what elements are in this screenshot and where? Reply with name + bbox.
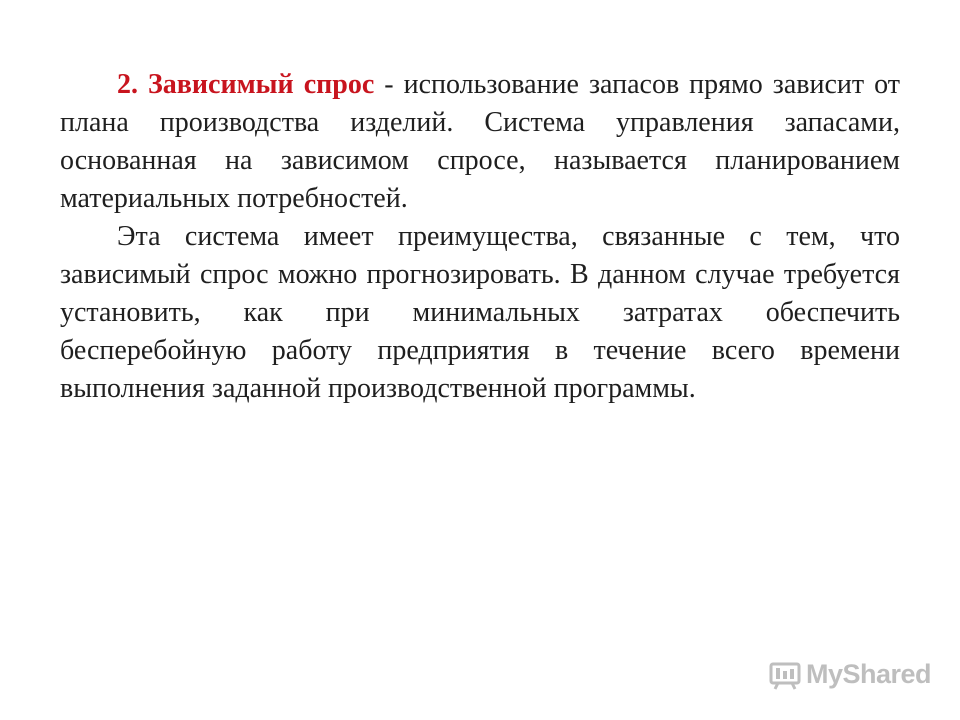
watermark-text: MyShared xyxy=(806,658,932,689)
myshared-watermark xyxy=(768,654,931,694)
paragraph-dependent-demand xyxy=(60,66,900,218)
myshared-logo-icon xyxy=(768,657,802,691)
dependent-demand-definition: - использование запасов прямо зависит от плана производства изделий. Система управления запасами, основанная на зависимом спросе, называется планированием материальных потребностей. xyxy=(60,69,900,214)
dependent-demand-term: 2. Зависимый спрос xyxy=(117,69,375,100)
system-advantages-text: Эта система имеет преимущества, связанные с тем, что зависимый спрос можно прогнозировать. В данном случае требуется установить, как при минимальных затратах обеспечить бесперебойную работу предприятия в течение всего времени выполнения заданной производственной программы. xyxy=(60,221,900,404)
slide-body xyxy=(60,66,900,408)
paragraph-system-advantages xyxy=(60,218,900,408)
